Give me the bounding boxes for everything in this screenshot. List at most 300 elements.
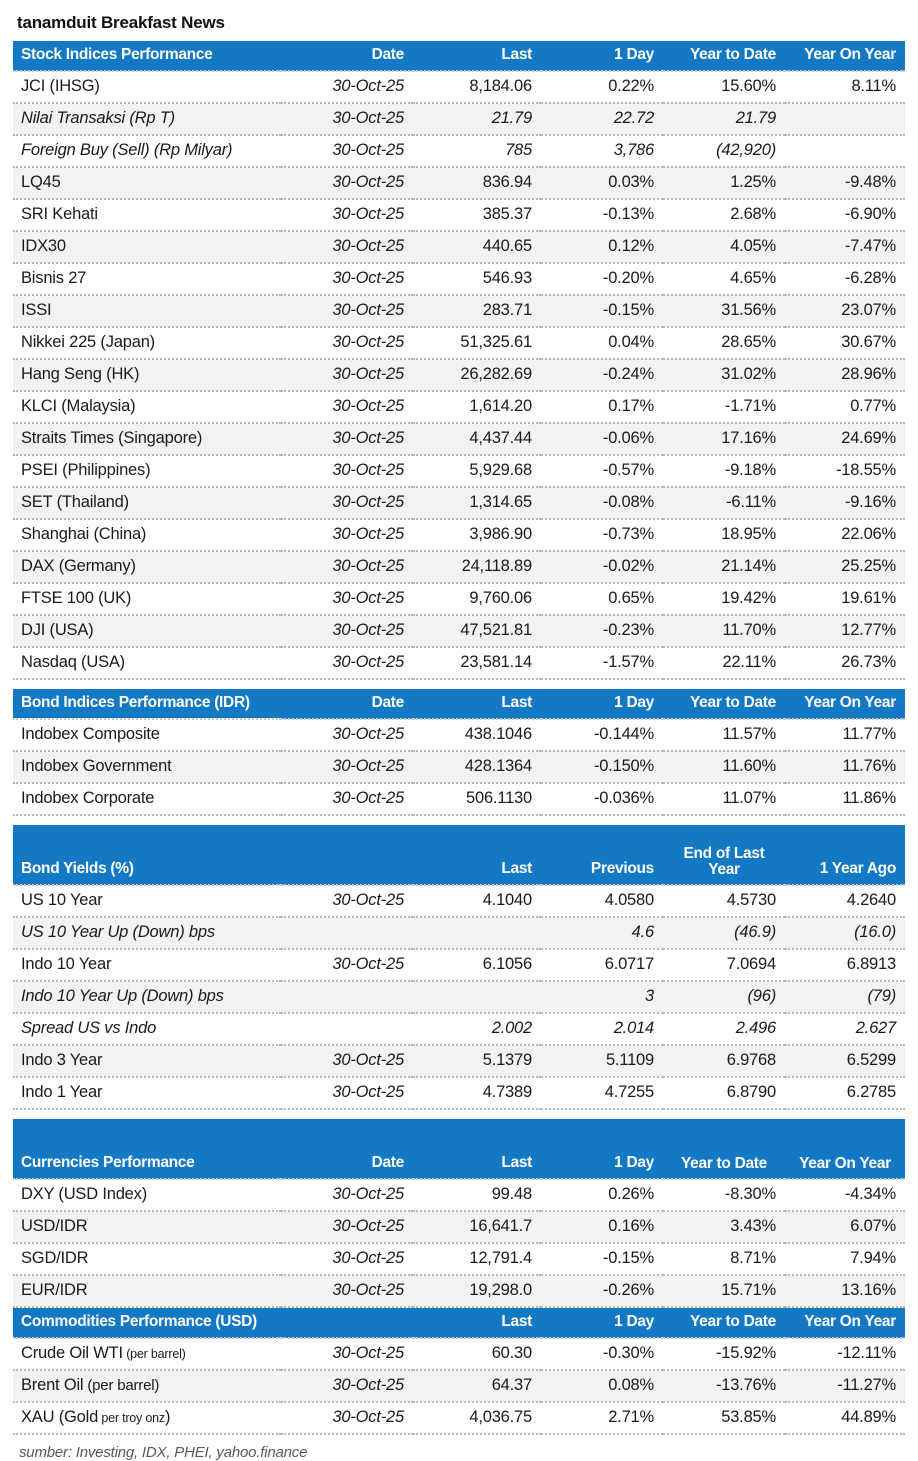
table-row (13, 1077, 905, 1109)
row-ytd: 53.85% (663, 1402, 785, 1434)
row-date: 30-Oct-25 (281, 647, 413, 679)
stock-indices-body (13, 71, 905, 679)
row-label: Nilai Transaksi (Rp T) (13, 103, 281, 135)
bond-yields-header-label: Bond Yields (%) (13, 825, 281, 885)
row-label: Indo 3 Year (13, 1045, 281, 1077)
row-yoy (785, 135, 905, 167)
bond-yields-header-end-of-last-year: End of Last Year (663, 825, 785, 885)
currencies-header-ytd: Year to Date (663, 1119, 785, 1179)
table-row (13, 949, 905, 981)
row-label-unit: (per barrel) (122, 1347, 186, 1361)
stock-header-1day: 1 Day (541, 41, 663, 71)
commodities-table (13, 1308, 905, 1435)
row-date: 30-Oct-25 (281, 391, 413, 423)
row-label: ISSI (13, 295, 281, 327)
stock-header-last: Last (413, 41, 541, 71)
row-ytd: 21.79 (663, 103, 785, 135)
row-yoy: 30.67% (785, 327, 905, 359)
commodities-header-yoy: Year On Year (785, 1308, 905, 1338)
table-row (13, 885, 905, 917)
row-last: 785 (413, 135, 541, 167)
row-date (281, 981, 413, 1013)
row-last: 16,641.7 (413, 1211, 541, 1243)
row-yoy: -6.90% (785, 199, 905, 231)
row-yoy: 22.06% (785, 519, 905, 551)
row-yago: (79) (785, 981, 905, 1013)
row-yoy: 11.86% (785, 783, 905, 815)
row-label-main: XAU (Gold (21, 1408, 99, 1426)
row-date: 30-Oct-25 (281, 327, 413, 359)
row-last: 506.1130 (413, 783, 541, 815)
row-last: 3,986.90 (413, 519, 541, 551)
stock-header-label: Stock Indices Performance (13, 41, 281, 71)
row-day: -0.15% (541, 1243, 663, 1275)
row-yoy: 19.61% (785, 583, 905, 615)
row-date: 30-Oct-25 (281, 1402, 413, 1434)
row-date: 30-Oct-25 (281, 1179, 413, 1211)
table-row (13, 231, 905, 263)
row-last: 4.7389 (413, 1077, 541, 1109)
row-yoy: 12.77% (785, 615, 905, 647)
stock-indices-table (13, 41, 905, 680)
row-day: -0.15% (541, 295, 663, 327)
row-label: KLCI (Malaysia) (13, 391, 281, 423)
row-ytd: 11.70% (663, 615, 785, 647)
commodities-header-ytd: Year to Date (663, 1308, 785, 1338)
section-gap (13, 1110, 905, 1119)
currencies-header-label: Currencies Performance (13, 1119, 281, 1179)
table-row (13, 103, 905, 135)
row-ytd: 28.65% (663, 327, 785, 359)
row-last: 12,791.4 (413, 1243, 541, 1275)
row-last: 4,437.44 (413, 423, 541, 455)
table-row (13, 615, 905, 647)
row-date: 30-Oct-25 (281, 263, 413, 295)
table-row (13, 391, 905, 423)
row-date: 30-Oct-25 (281, 103, 413, 135)
table-row (13, 1045, 905, 1077)
table-row (13, 199, 905, 231)
commodities-header-label: Commodities Performance (USD) (13, 1308, 281, 1338)
row-last: 546.93 (413, 263, 541, 295)
bond-yields-header-date (281, 825, 413, 885)
row-date: 30-Oct-25 (281, 423, 413, 455)
row-ytd: -15.92% (663, 1338, 785, 1370)
page-title: tanamduit Breakfast News (17, 13, 225, 32)
row-yoy: 25.25% (785, 551, 905, 583)
row-day: -0.02% (541, 551, 663, 583)
row-label: JCI (IHSG) (13, 71, 281, 103)
bond-indices-table (13, 689, 905, 816)
row-day: -0.23% (541, 615, 663, 647)
stock-header-ytd: Year to Date (663, 41, 785, 71)
row-ytd: 2.68% (663, 199, 785, 231)
row-yoy: 23.07% (785, 295, 905, 327)
table-row (13, 719, 905, 751)
row-last: 440.65 (413, 231, 541, 263)
row-last: 385.37 (413, 199, 541, 231)
row-yoy: -6.28% (785, 263, 905, 295)
table-row (13, 1211, 905, 1243)
row-last: 60.30 (413, 1338, 541, 1370)
row-ytd: 11.07% (663, 783, 785, 815)
row-yoy: -18.55% (785, 455, 905, 487)
row-last: 26,282.69 (413, 359, 541, 391)
row-label: Hang Seng (HK) (13, 359, 281, 391)
row-ytd: 8.71% (663, 1243, 785, 1275)
row-day: -0.06% (541, 423, 663, 455)
table-row (13, 487, 905, 519)
row-label: Spread US vs Indo (13, 1013, 281, 1045)
bond-yields-header-last: Last (413, 825, 541, 885)
row-label: Nikkei 225 (Japan) (13, 327, 281, 359)
row-eoly: (96) (663, 981, 785, 1013)
bond-yields-header-previous: Previous (541, 825, 663, 885)
row-ytd: 18.95% (663, 519, 785, 551)
row-yoy: -4.34% (785, 1179, 905, 1211)
row-last: 24,118.89 (413, 551, 541, 583)
bond-indices-header-date: Date (281, 689, 413, 719)
row-date (281, 917, 413, 949)
row-ytd: -9.18% (663, 455, 785, 487)
commodities-header-date (281, 1308, 413, 1338)
row-label: Foreign Buy (Sell) (Rp Milyar) (13, 135, 281, 167)
row-previous: 3 (541, 981, 663, 1013)
row-label: Shanghai (China) (13, 519, 281, 551)
row-ytd: -8.30% (663, 1179, 785, 1211)
row-label-unit: (per barrel) (83, 1377, 160, 1394)
table-row (13, 583, 905, 615)
row-yoy: 7.94% (785, 1243, 905, 1275)
table-row (13, 359, 905, 391)
row-label: USD/IDR (13, 1211, 281, 1243)
row-label: Indo 10 Year Up (Down) bps (13, 981, 281, 1013)
row-last: 99.48 (413, 1179, 541, 1211)
row-yoy: 26.73% (785, 647, 905, 679)
row-eoly: 6.8790 (663, 1077, 785, 1109)
row-label: US 10 Year Up (Down) bps (13, 917, 281, 949)
row-label-tail: ) (164, 1408, 171, 1426)
row-label: Indobex Composite (13, 719, 281, 751)
row-date: 30-Oct-25 (281, 199, 413, 231)
row-label: US 10 Year (13, 885, 281, 917)
commodities-header-row (13, 1308, 905, 1338)
row-label-unit: per troy onz (98, 1411, 165, 1425)
row-eoly: 4.5730 (663, 885, 785, 917)
row-label: Indo 10 Year (13, 949, 281, 981)
row-last: 51,325.61 (413, 327, 541, 359)
commodities-body (13, 1338, 905, 1434)
row-day: -0.08% (541, 487, 663, 519)
row-last: 5,929.68 (413, 455, 541, 487)
row-date: 30-Oct-25 (281, 1045, 413, 1077)
table-row (13, 1338, 905, 1370)
row-yago: 2.627 (785, 1013, 905, 1045)
row-ytd: 11.57% (663, 719, 785, 751)
row-ytd: 1.25% (663, 167, 785, 199)
row-day: -0.144% (541, 719, 663, 751)
row-last: 5.1379 (413, 1045, 541, 1077)
row-ytd: 15.71% (663, 1275, 785, 1307)
row-day: -0.30% (541, 1338, 663, 1370)
row-date: 30-Oct-25 (281, 1370, 413, 1402)
row-date: 30-Oct-25 (281, 615, 413, 647)
table-row (13, 519, 905, 551)
currencies-header-yoy: Year On Year (785, 1119, 905, 1179)
row-day: 3,786 (541, 135, 663, 167)
stock-indices-header-row (13, 41, 905, 71)
row-label: Nasdaq (USA) (13, 647, 281, 679)
row-date: 30-Oct-25 (281, 455, 413, 487)
row-ytd: 17.16% (663, 423, 785, 455)
row-label: Straits Times (Singapore) (13, 423, 281, 455)
table-row (13, 981, 905, 1013)
row-day: 0.08% (541, 1370, 663, 1402)
currencies-header-row (13, 1119, 905, 1179)
row-ytd: 31.56% (663, 295, 785, 327)
row-date: 30-Oct-25 (281, 519, 413, 551)
row-last (413, 917, 541, 949)
row-date: 30-Oct-25 (281, 295, 413, 327)
row-date: 30-Oct-25 (281, 719, 413, 751)
row-last: 4,036.75 (413, 1402, 541, 1434)
row-yoy: 24.69% (785, 423, 905, 455)
row-date: 30-Oct-25 (281, 551, 413, 583)
row-yago: 6.2785 (785, 1077, 905, 1109)
row-last: 21.79 (413, 103, 541, 135)
table-row (13, 917, 905, 949)
row-label: SET (Thailand) (13, 487, 281, 519)
table-row (13, 167, 905, 199)
table-row (13, 263, 905, 295)
bond-yields-header-one-year-ago: 1 Year Ago (785, 825, 905, 885)
row-date: 30-Oct-25 (281, 885, 413, 917)
row-yoy: 0.77% (785, 391, 905, 423)
row-yoy: -7.47% (785, 231, 905, 263)
commodities-header-last: Last (413, 1308, 541, 1338)
currencies-header-last: Last (413, 1119, 541, 1179)
row-date: 30-Oct-25 (281, 583, 413, 615)
bond-yields-table (13, 825, 905, 1110)
row-eoly: 6.9768 (663, 1045, 785, 1077)
row-date: 30-Oct-25 (281, 751, 413, 783)
row-date: 30-Oct-25 (281, 949, 413, 981)
row-date: 30-Oct-25 (281, 135, 413, 167)
row-date: 30-Oct-25 (281, 167, 413, 199)
row-last: 64.37 (413, 1370, 541, 1402)
row-day: 0.16% (541, 1211, 663, 1243)
table-row (13, 295, 905, 327)
row-day: 0.17% (541, 391, 663, 423)
stock-header-date: Date (281, 41, 413, 71)
bond-indices-header-1day: 1 Day (541, 689, 663, 719)
row-ytd: 15.60% (663, 71, 785, 103)
row-label: FTSE 100 (UK) (13, 583, 281, 615)
bond-yields-body (13, 885, 905, 1109)
row-yoy: 44.89% (785, 1402, 905, 1434)
row-ytd: 3.43% (663, 1211, 785, 1243)
currencies-table (13, 1119, 905, 1308)
row-label: Indobex Corporate (13, 783, 281, 815)
row-yoy: -9.48% (785, 167, 905, 199)
table-row (13, 1243, 905, 1275)
row-label: DJI (USA) (13, 615, 281, 647)
row-last: 6.1056 (413, 949, 541, 981)
table-row (13, 551, 905, 583)
row-ytd: -13.76% (663, 1370, 785, 1402)
row-yago: 4.2640 (785, 885, 905, 917)
section-gap (13, 680, 905, 689)
bond-indices-body (13, 719, 905, 815)
row-day: 0.65% (541, 583, 663, 615)
row-ytd: 22.11% (663, 647, 785, 679)
row-previous: 5.1109 (541, 1045, 663, 1077)
currencies-body (13, 1179, 905, 1307)
row-last: 1,614.20 (413, 391, 541, 423)
row-yoy: -12.11% (785, 1338, 905, 1370)
row-day: -0.57% (541, 455, 663, 487)
row-label: Bisnis 27 (13, 263, 281, 295)
row-yoy: 8.11% (785, 71, 905, 103)
bond-indices-header-yoy: Year On Year (785, 689, 905, 719)
source-note: sumber: Investing, IDX, PHEI, yahoo.finance (19, 1444, 308, 1461)
row-label: SGD/IDR (13, 1243, 281, 1275)
row-date: 30-Oct-25 (281, 1211, 413, 1243)
row-date: 30-Oct-25 (281, 1275, 413, 1307)
row-eoly: (46.9) (663, 917, 785, 949)
row-last: 438.1046 (413, 719, 541, 751)
row-last: 2.002 (413, 1013, 541, 1045)
row-last: 283.71 (413, 295, 541, 327)
row-label (13, 1402, 281, 1434)
row-day: -0.26% (541, 1275, 663, 1307)
row-ytd: 31.02% (663, 359, 785, 391)
row-label: Indo 1 Year (13, 1077, 281, 1109)
table-row (13, 1013, 905, 1045)
row-yoy: -9.16% (785, 487, 905, 519)
row-yoy: -11.27% (785, 1370, 905, 1402)
row-last: 9,760.06 (413, 583, 541, 615)
row-yoy: 6.07% (785, 1211, 905, 1243)
row-label: DXY (USD Index) (13, 1179, 281, 1211)
row-label: PSEI (Philippines) (13, 455, 281, 487)
row-date: 30-Oct-25 (281, 783, 413, 815)
row-last: 1,314.65 (413, 487, 541, 519)
row-day: -0.73% (541, 519, 663, 551)
row-last: 47,521.81 (413, 615, 541, 647)
row-yoy: 11.77% (785, 719, 905, 751)
row-last (413, 981, 541, 1013)
row-ytd: 4.05% (663, 231, 785, 263)
table-row (13, 783, 905, 815)
row-day: -0.13% (541, 199, 663, 231)
row-label: EUR/IDR (13, 1275, 281, 1307)
table-row (13, 647, 905, 679)
row-day: 0.04% (541, 327, 663, 359)
row-day: 0.12% (541, 231, 663, 263)
row-last: 428.1364 (413, 751, 541, 783)
row-label: SRI Kehati (13, 199, 281, 231)
row-ytd: 4.65% (663, 263, 785, 295)
table-row (13, 1275, 905, 1307)
row-day: -0.150% (541, 751, 663, 783)
section-gap (13, 816, 905, 825)
row-previous: 4.0580 (541, 885, 663, 917)
row-label-main: Brent Oil (21, 1376, 84, 1394)
row-label: Indobex Government (13, 751, 281, 783)
table-row (13, 751, 905, 783)
row-day: -0.036% (541, 783, 663, 815)
bond-indices-header-ytd: Year to Date (663, 689, 785, 719)
row-ytd: 11.60% (663, 751, 785, 783)
row-date: 30-Oct-25 (281, 231, 413, 263)
bond-indices-header-last: Last (413, 689, 541, 719)
row-label (13, 1370, 281, 1402)
row-previous: 2.014 (541, 1013, 663, 1045)
row-day: 2.71% (541, 1402, 663, 1434)
row-date: 30-Oct-25 (281, 71, 413, 103)
row-yoy: 28.96% (785, 359, 905, 391)
row-day: 0.03% (541, 167, 663, 199)
table-row (13, 1402, 905, 1434)
row-ytd: 19.42% (663, 583, 785, 615)
row-day: 0.22% (541, 71, 663, 103)
row-last: 23,581.14 (413, 647, 541, 679)
row-previous: 6.0717 (541, 949, 663, 981)
row-yago: (16.0) (785, 917, 905, 949)
row-label: DAX (Germany) (13, 551, 281, 583)
bond-yields-header-row (13, 825, 905, 885)
row-label: IDX30 (13, 231, 281, 263)
row-date: 30-Oct-25 (281, 359, 413, 391)
row-eoly: 2.496 (663, 1013, 785, 1045)
row-day: 22.72 (541, 103, 663, 135)
table-row (13, 1370, 905, 1402)
row-last: 4.1040 (413, 885, 541, 917)
row-date: 30-Oct-25 (281, 1077, 413, 1109)
table-row (13, 71, 905, 103)
table-row (13, 1179, 905, 1211)
bond-indices-header-row (13, 689, 905, 719)
row-yoy: 11.76% (785, 751, 905, 783)
row-date (281, 1013, 413, 1045)
row-yago: 6.8913 (785, 949, 905, 981)
row-date: 30-Oct-25 (281, 487, 413, 519)
row-yago: 6.5299 (785, 1045, 905, 1077)
row-day: -0.20% (541, 263, 663, 295)
currencies-header-date: Date (281, 1119, 413, 1179)
table-row (13, 327, 905, 359)
row-ytd: -1.71% (663, 391, 785, 423)
row-previous: 4.7255 (541, 1077, 663, 1109)
row-ytd: (42,920) (663, 135, 785, 167)
commodities-header-1day: 1 Day (541, 1308, 663, 1338)
row-ytd: -6.11% (663, 487, 785, 519)
row-day: 0.26% (541, 1179, 663, 1211)
stock-header-yoy: Year On Year (785, 41, 905, 71)
currencies-header-1day: 1 Day (541, 1119, 663, 1179)
row-yoy (785, 103, 905, 135)
bond-indices-header-label: Bond Indices Performance (IDR) (13, 689, 281, 719)
table-row (13, 423, 905, 455)
row-day: -1.57% (541, 647, 663, 679)
table-row (13, 455, 905, 487)
row-date: 30-Oct-25 (281, 1243, 413, 1275)
row-last: 836.94 (413, 167, 541, 199)
row-label (13, 1338, 281, 1370)
row-day: -0.24% (541, 359, 663, 391)
row-previous: 4.6 (541, 917, 663, 949)
